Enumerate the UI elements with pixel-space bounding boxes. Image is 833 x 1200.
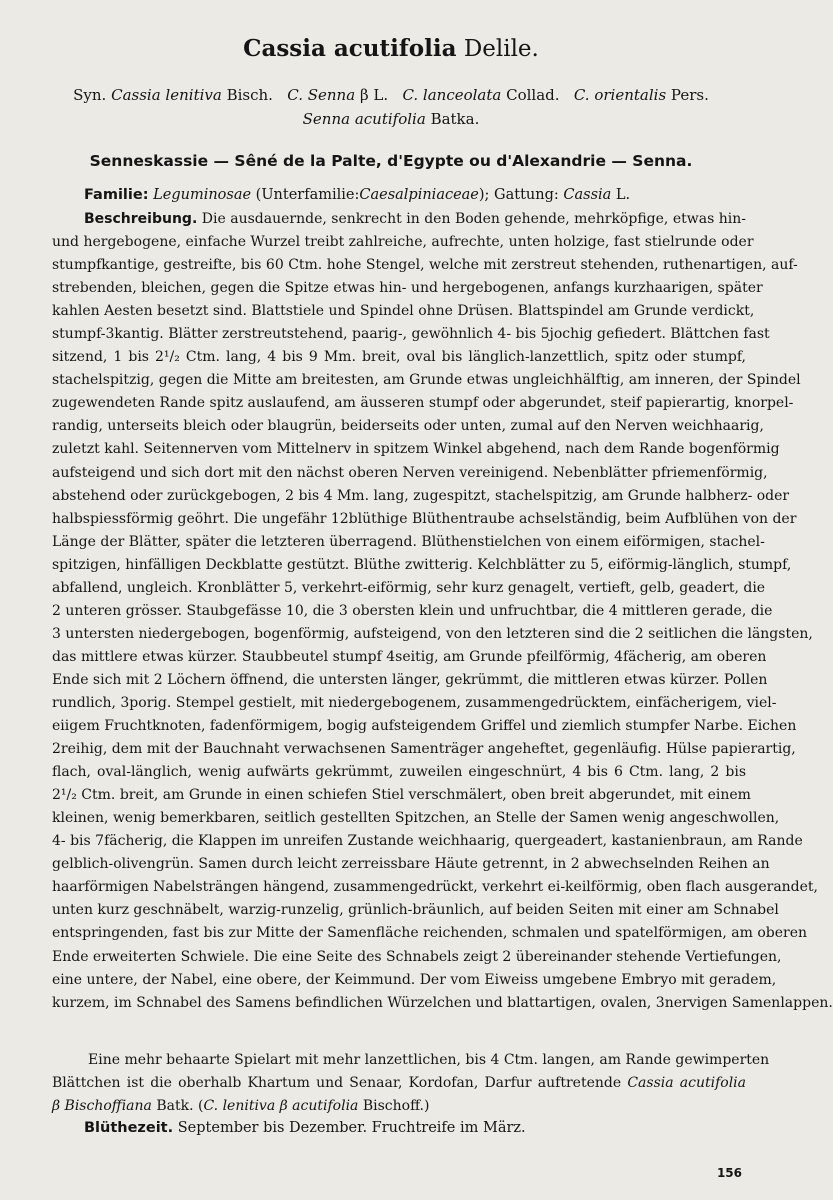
description-line: kleinen, wenig bemerkbaren, seitlich gestellten Spitzchen, an Stelle der Samen wenig angeschwollen, <box>52 810 780 827</box>
description-line: halbspiessförmig geöhrt. Die ungefähr 12blüthige Blüthentraube achselständig, beim Aufblühen von der <box>52 510 797 527</box>
description-line: zugewendeten Rande spitz auslaufend, am äusseren stumpf oder abgerundet, steif papierartig, knorpel- <box>52 395 794 412</box>
species-author: Delile. <box>463 36 539 62</box>
synonym-name: Cassia lenitiva <box>111 86 222 104</box>
synonym-name: Senna acutifolia <box>302 110 426 128</box>
page-title <box>0 34 782 64</box>
variety-paragraph <box>52 1049 770 1118</box>
species-name: Cassia acutifolia <box>243 35 457 62</box>
description-line: 2¹/₂ Ctm. breit, am Grunde in einen schiefen Stiel verschmälert, oben breit abgerundet, mit einem <box>52 787 751 804</box>
syn-prefix: Syn. <box>73 86 107 104</box>
genus-name: Cassia <box>563 187 612 203</box>
family-line <box>84 184 744 206</box>
description-line: aufsteigend und sich dort mit den nächst oberen Nerven vereinigend. Nebenblätter pfriemenförmig, <box>52 464 768 481</box>
variety-line-1: Eine mehr behaarte Spielart mit mehr lanzettlichen, bis 4 Ctm. langen, am Rande gewimperten <box>88 1052 770 1068</box>
description-line: randig, unterseits bleich oder blaugrün, beiderseits oder unten, zumal auf den Nerven weichhaarig, <box>52 418 764 435</box>
description-line: unten kurz geschnäbelt, warzig-runzelig, grünlich-bräunlich, auf beiden Seiten mit einer am Schnabel <box>52 902 779 919</box>
description-line: 3 untersten niedergebogen, bogenförmig, aufsteigend, von den letzteren sind die 2 seitlichen die längsten, <box>52 625 813 642</box>
synonym-author: Pers. <box>670 86 709 104</box>
synonym-author: β L. <box>359 86 389 104</box>
description-line: spitzigen, hinfälligen Deckblatte gestützt. Blüthe zwitterig. Kelchblätter zu 5, eiförmig-länglich, stumpf, <box>52 556 792 573</box>
genus-label: ); Gattung: <box>478 187 559 203</box>
family-label: Familie: <box>84 187 149 203</box>
variety-synonym: C. lenitiva β acutifolia <box>203 1098 359 1115</box>
description-line: eiigem Fruchtknoten, fadenförmigem, bogig aufsteigendem Griffel und ziemlich stumpfer Narbe. Eichen <box>52 718 797 735</box>
description-line: stumpfkantige, gestreifte, bis 60 Ctm. hohe Stengel, welche mit zerstreut stehenden, ruthenartigen, auf- <box>52 257 798 274</box>
variety-text: Blättchen ist die oberhalb Khartum und Senaar, Kordofan, Darfur auftretende <box>52 1075 622 1092</box>
description-line: flach, oval-länglich, wenig aufwärts gekrümmt, zuweilen eingeschnürt, 4 bis 6 Ctm. lang, 2 bis <box>52 764 746 781</box>
description-lines <box>52 231 833 1015</box>
common-names: Senneskassie — Sêné de la Palte, d'Egypte ou d'Alexandrie — Senna. <box>89 152 693 170</box>
description-line: Ende sich mit 2 Löchern öffnend, die untersten länger, gekrümmt, die mittleren etwas kürzer. Pollen <box>52 671 768 688</box>
description-line: Ende erweiterten Schwiele. Die eine Seite des Schnabels zeigt 2 übereinander stehende Vertiefungen, <box>52 948 782 965</box>
variety-line-3 <box>52 1095 746 1118</box>
synonym-name: C. orientalis <box>573 86 667 104</box>
description-line: rundlich, 3porig. Stempel gestielt, mit niedergebogenem, zusammengedrücktem, einfächerigem, viel- <box>52 694 777 711</box>
description-line: kurzem, im Schnabel des Samens befindlichen Würzelchen und blattartigen, ovalen, 3nervigen Samenlappen. <box>52 994 833 1011</box>
subfamily-open: (Unterfamilie: <box>255 187 360 203</box>
description-paragraph <box>52 208 833 1015</box>
synonym-name: C. lanceolata <box>402 86 502 104</box>
variety-synonym-author: Bischoff.) <box>362 1098 430 1115</box>
description-line: stumpf-3kantig. Blätter zerstreutstehend, paarig-, gewöhnlich 4- bis 5jochig gefiedert. Blättchen fast <box>52 326 770 343</box>
synonyms-line-2 <box>0 108 782 130</box>
description-line: Länge der Blätter, später die letzteren überragend. Blüthenstielchen von einem eiförmigen, stachel- <box>52 533 765 550</box>
description-line: 2reihig, dem mit der Bauchnaht verwachsenen Samenträger angeheftet, gegenläufig. Hülse papierartig, <box>52 741 796 758</box>
variety-line-2 <box>52 1072 746 1095</box>
family-name: Leguminosae <box>153 187 252 203</box>
description-line: strebenden, bleichen, gegen die Spitze etwas hin- und hergebogenen, anfangs kurzhaarigen, später <box>52 280 763 297</box>
description-line: entspringenden, fast bis zur Mitte der Samenfläche reichenden, schmalen und spatelförmigen, am oberen <box>52 925 808 942</box>
synonyms-line-1 <box>0 84 782 106</box>
description-line: sitzend, 1 bis 2¹/₂ Ctm. lang, 4 bis 9 Mm. breit, oval bis länglich-lanzettlich, spitz oder stumpf, <box>52 349 746 366</box>
genus-author: L. <box>615 187 631 203</box>
description-line: abfallend, ungleich. Kronblätter 5, verkehrt-eiförmig, sehr kurz genagelt, vertieft, gelb, geadert, die <box>52 579 766 596</box>
page-number: 156 <box>716 1166 742 1180</box>
variety-author: Batk. ( <box>156 1098 204 1115</box>
synonym-author: Collad. <box>506 86 560 104</box>
description-line: haarförmigen Nabelsträngen hängend, zusammengedrückt, verkehrt ei-keilförmig, oben flach ausgerandet, <box>52 879 819 896</box>
description-text: Die ausdauernde, senkrecht in den Boden gehende, mehrköpfige, etwas hin- <box>201 211 746 227</box>
flowering-text: September bis Dezember. Fruchtreife im März. <box>177 1120 526 1136</box>
description-label: Beschreibung. <box>84 211 198 227</box>
synonym-author: Bisch. <box>226 86 273 104</box>
description-line: 4- bis 7fächerig, die Klappen im unreifen Zustande weichhaarig, quergeadert, kastanienbraun, am Rande <box>52 833 803 850</box>
description-line: eine untere, der Nabel, eine obere, der Keimmund. Der vom Eiweiss umgebene Embryo mit geradem, <box>52 971 777 988</box>
description-line: das mittlere etwas kürzer. Staubbeutel stumpf 4seitig, am Grunde pfeilförmig, 4fächerig, am oberen <box>52 648 767 665</box>
flowering-label: Blüthezeit. <box>84 1120 174 1136</box>
description-first-line <box>52 208 746 231</box>
flowering-time <box>84 1117 744 1139</box>
description-line: 2 unteren grösser. Staubgefässe 10, die 3 obersten klein und unfruchtbar, die 4 mittleren gerade, die <box>52 602 773 619</box>
description-line: zuletzt kahl. Seitennerven vom Mittelnerv in spitzem Winkel abgehend, nach dem Rande bogenförmig <box>52 441 780 458</box>
synonym-author: Batka. <box>430 110 480 128</box>
subfamily-name: Caesalpiniaceae <box>359 187 479 203</box>
variety-name: β Bischoffiana <box>52 1098 152 1115</box>
description-line: abstehend oder zurückgebogen, 2 bis 4 Mm. lang, zugespitzt, stachelspitzig, am Grunde halbherz- oder <box>52 487 790 504</box>
description-line: kahlen Aesten besetzt sind. Blattstiele und Spindel ohne Drüsen. Blattspindel am Grunde verdickt, <box>52 303 755 320</box>
description-line: stachelspitzig, gegen die Mitte am breitesten, am Grunde etwas ungleichhälftig, am inneren, der Spindel <box>52 372 801 389</box>
synonym-name: C. Senna <box>287 86 356 104</box>
variety-species: Cassia acutifolia <box>627 1075 747 1092</box>
description-line: gelblich-olivengrün. Samen durch leicht zerreissbare Häute getrennt, in 2 abwechselnden Reihen an <box>52 856 770 873</box>
description-line: und hergebogene, einfache Wurzel treibt zahlreiche, aufrechte, unten holzige, fast stielrunde oder <box>52 234 754 251</box>
